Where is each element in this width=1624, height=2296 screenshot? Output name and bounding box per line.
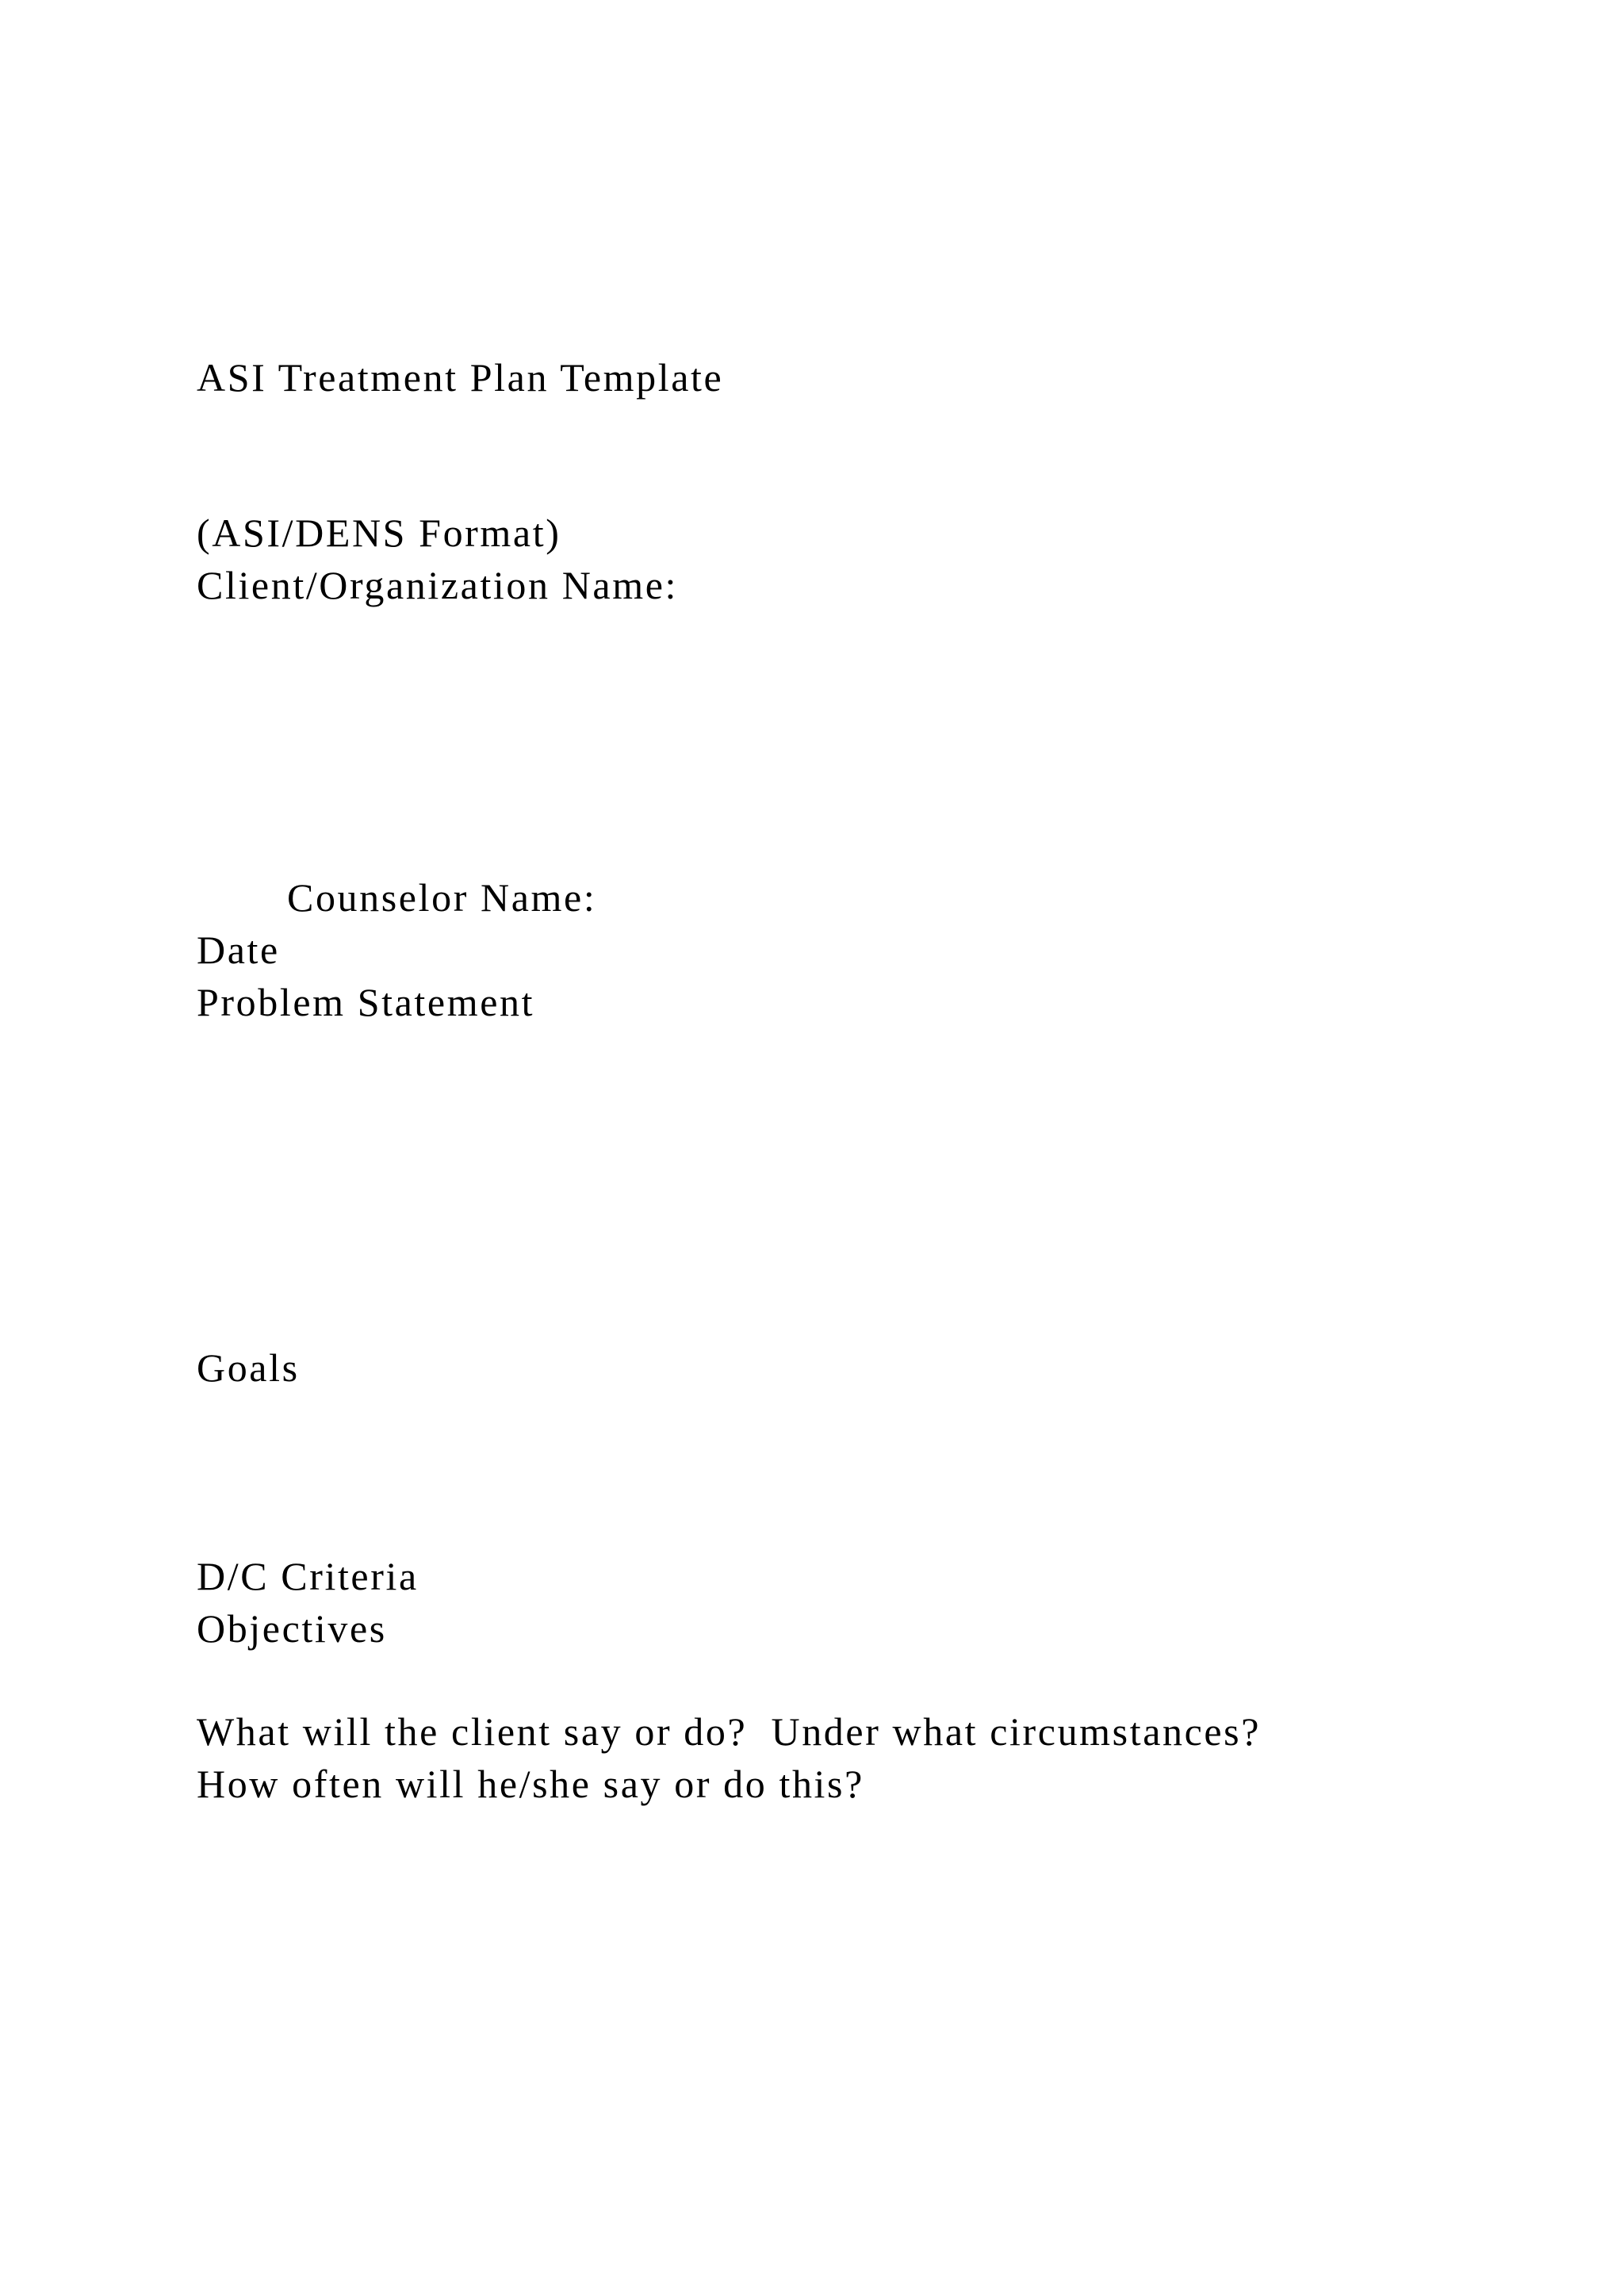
format-note: (ASI/DENS Format) (197, 511, 561, 555)
dc-criteria-label: D/C Criteria (197, 1554, 419, 1598)
objectives-label: Objectives (197, 1606, 387, 1651)
objectives-question-2: How often will he/she say or do this? (197, 1762, 864, 1806)
client-organization-label: Client/Organization Name: (197, 563, 678, 607)
counselor-name-label: Counselor Name: (287, 875, 597, 920)
problem-statement-label: Problem Statement (197, 980, 535, 1024)
date-label: Date (197, 928, 280, 972)
objectives-question-1: What will the client say or do? Under what circumstances? (197, 1709, 1262, 1754)
goals-label: Goals (197, 1345, 300, 1390)
document-title: ASI Treatment Plan Template (197, 355, 724, 400)
